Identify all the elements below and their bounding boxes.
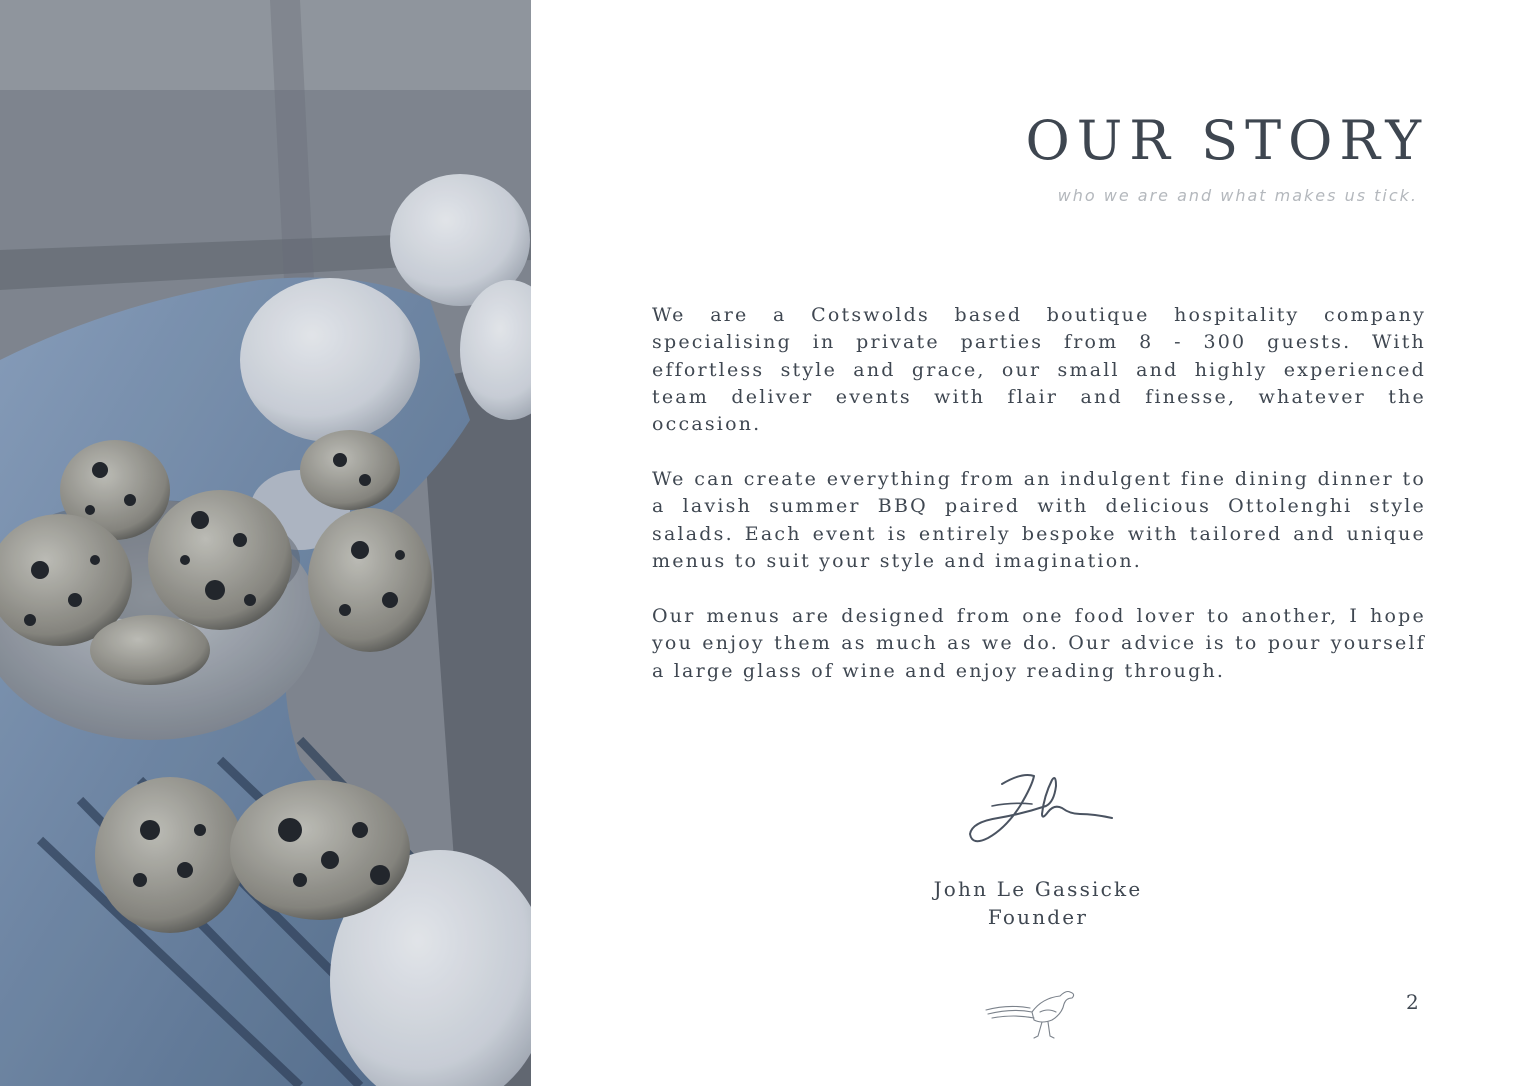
page-number: 2: [1406, 990, 1419, 1014]
signatory-role: Founder: [987, 905, 1089, 929]
handwritten-signature: [962, 766, 1122, 860]
story-paragraph: We are a Cotswolds based boutique hospitality company specialising in private parties from 8 - 300 guests. With effortless style and grace, our small and highly experienced team deliver events with flair and finesse, whatever the occasion.: [652, 304, 1426, 436]
story-paragraph: Our menus are designed from one food lover to another, I hope you enjoy them as much as we do. Our advice is to pour yourself a large glass of wine and enjoy reading through.: [652, 605, 1426, 682]
page-title: OUR STORY: [1025, 109, 1428, 172]
signatory-name: John Le Gassicke: [933, 877, 1143, 901]
story-paragraph: We can create everything from an indulgent fine dining dinner to a lavish summer BBQ paired with delicious Ottolenghi style salads. Each event is entirely bespoke with tailored and unique menus to suit your style and imagination.: [652, 468, 1426, 572]
quail-eggs-photo: [0, 0, 531, 1086]
pheasant-line-drawing-icon: [982, 984, 1082, 1048]
page-subtitle: who we are and what makes us tick.: [1057, 186, 1418, 205]
